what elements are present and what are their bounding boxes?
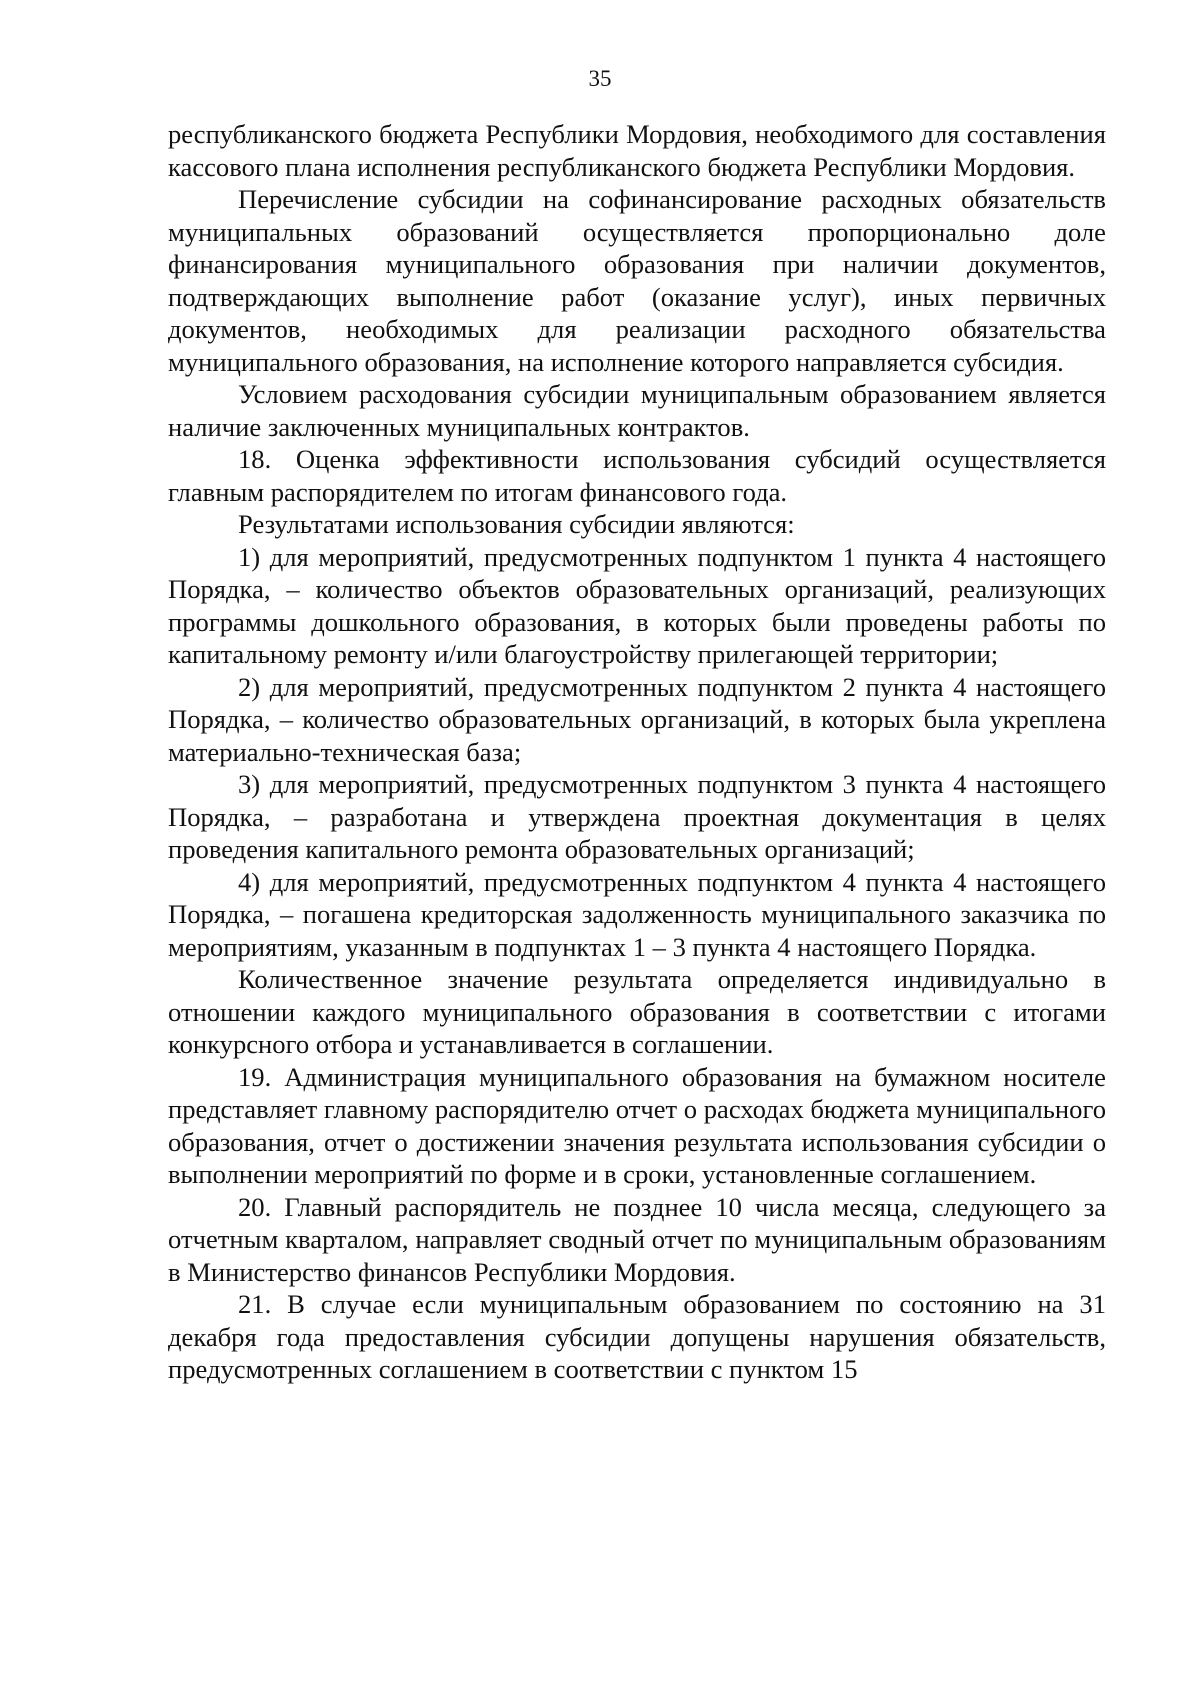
page-number: 35: [588, 66, 612, 91]
paragraph-quantitative-value: Количественное значение результата определяется индивидуально в отношении каждого муниципального образования в соответствии с итогами конкурсного отбора и устанавливается в соглашении.: [168, 964, 1106, 1059]
paragraph-item-20: 20. Главный распорядитель не позднее 10 числа месяца, следующего за отчетным кварталом, направляет сводный отчет по муниципальным образованиям в Министерство финансов Республики Мордовия.: [168, 1191, 1106, 1287]
document-body: [168, 118, 1106, 1386]
list-item-4: 4) для мероприятий, предусмотренных подпунктом 4 пункта 4 настоящего Порядка, – погашена кредиторская задолженность муниципального заказчика по мероприятиям, указанным в подпунктах 1 – 3 пункта 4 настоящего Порядка.: [168, 866, 1106, 962]
list-item-3: 3) для мероприятий, предусмотренных подпунктом 3 пункта 4 настоящего Порядка, – разработана и утверждена проектная документация в целях проведения капитального ремонта образовательных организаций;: [168, 769, 1106, 864]
paragraph-item-19: 19. Администрация муниципального образования на бумажном носителе представляет главному распорядителю отчет о расходах бюджета муниципального образования, отчет о достижении значения результата использования субсидии о выполнении мероприятий по форме и в сроки, установленные соглашением.: [168, 1061, 1106, 1189]
list-item-2: 2) для мероприятий, предусмотренных подпунктом 2 пункта 4 настоящего Порядка, – количество образовательных организаций, в которых была укреплена материально-техническая база;: [168, 671, 1106, 767]
paragraph-item-18: 18. Оценка эффективности использования субсидий осуществляется главным распорядителем по итогам финансового года.: [168, 444, 1106, 507]
paragraph-results-intro: Результатами использования субсидии являются:: [238, 509, 795, 539]
paragraph-subsidy-transfer: Перечисление субсидии на софинансирование расходных обязательств муниципальных образований осуществляется пропорционально доле финансирования муниципального образования при наличии документов, подтверждающих выполнение работ (оказание услуг), иных первичных документов, необходимых для реализации расходного обязательства муниципального образования, на исполнение которого направляется субсидия.: [168, 184, 1106, 377]
paragraph-continuation: республиканского бюджета Республики Мордовия, необходимого для составления кассового плана исполнения республиканского бюджета Республики Мордовия.: [168, 119, 1106, 182]
list-item-1: 1) для мероприятий, предусмотренных подпунктом 1 пункта 4 настоящего Порядка, – количество объектов образовательных организаций, реализующих программы дошкольного образования, в которых были проведены работы по капитальному ремонту и/или благоустройству прилегающей территории;: [168, 541, 1106, 669]
paragraph-spending-condition: Условием расходования субсидии муниципальным образованием является наличие заключенных муниципальных контрактов.: [168, 379, 1106, 442]
paragraph-item-21: 21. В случае если муниципальным образованием по состоянию на 31 декабря года предоставления субсидии допущены нарушения обязательств, предусмотренных соглашением в соответствии с пунктом 15: [168, 1289, 1106, 1384]
